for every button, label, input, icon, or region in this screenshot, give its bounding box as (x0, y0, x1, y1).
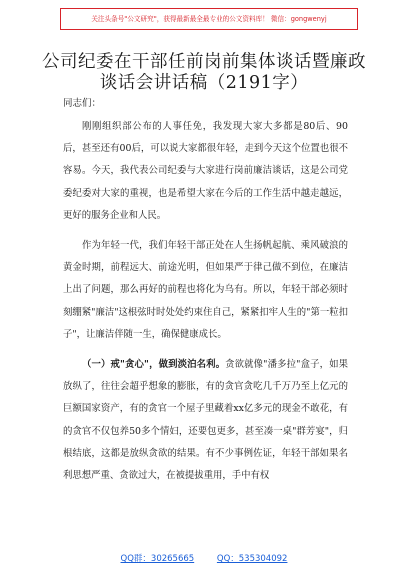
paragraph-3 (63, 354, 348, 487)
document-body (63, 116, 348, 487)
paragraph-2: 作为年轻一代，我们年轻干部正处在人生扬帆起航、乘风破浪的黄金时期，前程远大、前途光明，但如果严于律己做不到位，在廉洁上出了问题，那么再好的前程也将化为乌有。所以，年轻干部必须时刻绷紧"廉洁"这根弦时时处处约束住自己，紧紧扣牢人生的"第一粒扣子"，让廉洁伴随一生，确保健康成长。 (63, 240, 348, 340)
salutation: 同志们： (63, 98, 102, 109)
section-heading: （一）戒"贪心"，做到淡泊名利。 (82, 359, 226, 371)
header-banner: 关注头条号"公文研究"，获得最新最全最专业的公文资料库！ 微信：gongwenyj (60, 8, 358, 30)
footer-contact (0, 552, 408, 568)
section-text: 贪欲就像"潘多拉"盒子，如果放纵了，往往会超乎想象的膨胀，有的贪官贪吃几千万乃至上亿元的巨额国家资产，有的贪官一个屋子里藏着xx亿多元的现金不敢花，有的贪官不仅包养50多个情妇，还要包更多，甚至凑一桌"群芳宴"，归根结底，这都是放纵贪欲的结果。有不少事例佐证，年轻干部如果名利思想严重、贪欲过大，在被提拔重用，手中有权 (63, 359, 348, 482)
paragraph-1: 刚刚组织部公布的人事任免，我发现大家大多都是80后、90后，甚至还有00后，可以说大家都很年轻，走到今天这个位置也很不容易。今天，我代表公司纪委与大家进行岗前廉洁谈话，这是公司党委纪委对大家的重视，也是希望大家在今后的工作生活中越走越远，更好的服务企业和人民。 (63, 121, 348, 221)
qq-group-link[interactable]: QQ群：30265665 (120, 554, 195, 564)
qq-link[interactable]: QQ：535304092 (216, 554, 288, 564)
document-title: 公司纪委在干部任前岗前集体谈话暨廉政谈话会讲话稿（2191字） (42, 52, 366, 93)
